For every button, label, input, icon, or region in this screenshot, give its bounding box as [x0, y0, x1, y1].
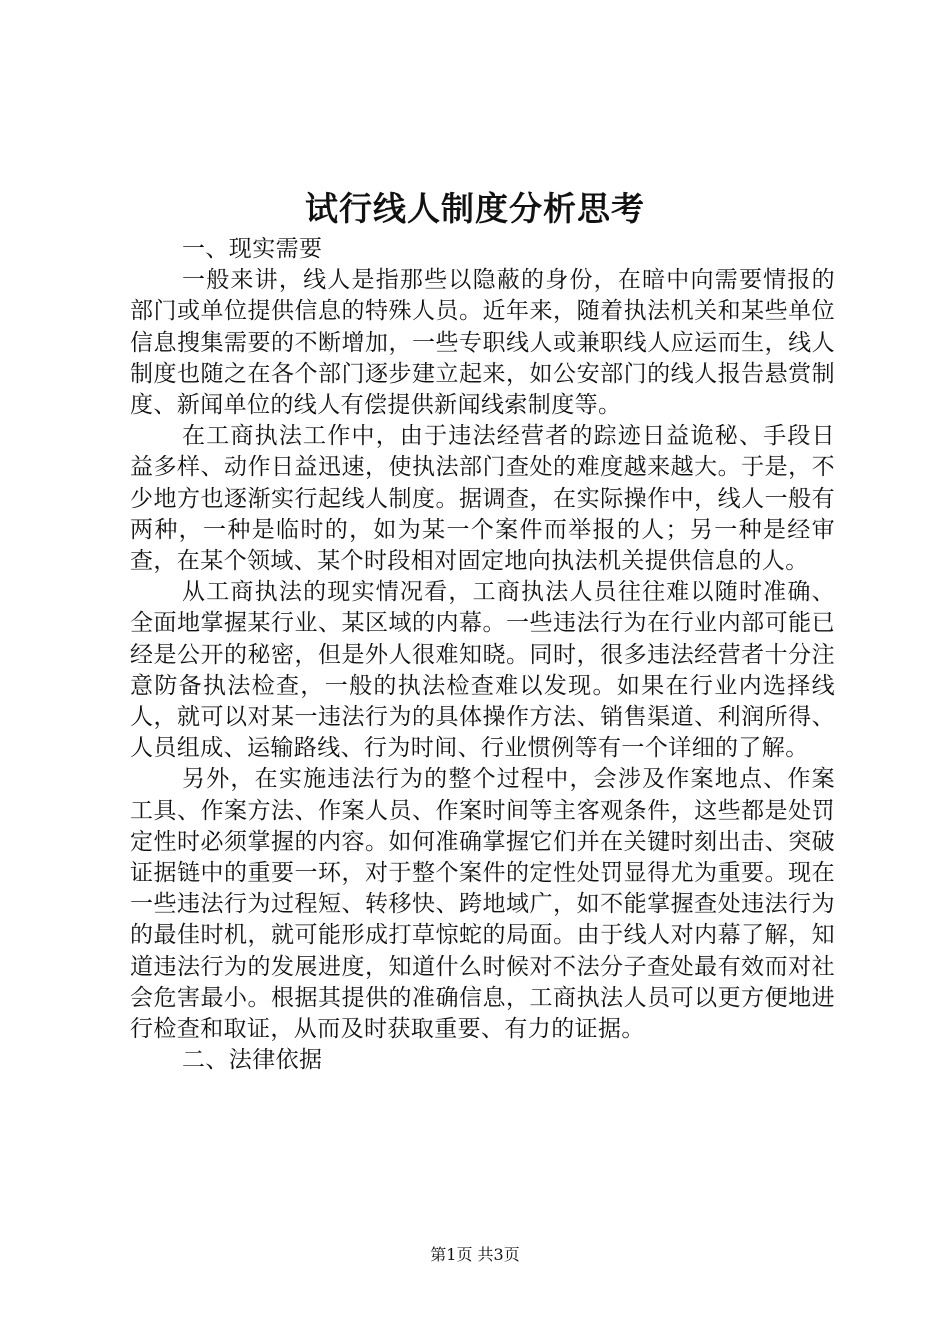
document-body — [130, 234, 835, 1076]
section-heading-2: 二、法律依据 — [182, 1047, 323, 1074]
paragraph-2: 在工商执法工作中，由于违法经营者的踪迹日益诡秘、手段日益多样、动作日益迅速，使执法部门查处的难度越来越大。于是，不少地方也逐渐实行起线人制度。据调查，在实际操作中，线人一般有两种，一种是临时的，如为某一个案件而举报的人；另一种是经审查，在某个领域、某个时段相对固定地向执法机关提供信息的人。 — [130, 423, 835, 575]
paragraph-1: 一般来讲，线人是指那些以隐蔽的身份，在暗中向需要情报的部门或单位提供信息的特殊人员。近年来，随着执法机关和某些单位信息搜集需要的不断增加，一些专职线人或兼职线人应运而生，线人制度也随之在各个部门逐步建立起来，如公安部门的线人报告悬赏制度、新闻单位的线人有偿提供新闻线索制度等。 — [130, 267, 835, 419]
document-title: 试行线人制度分析思考 — [305, 189, 645, 228]
page-number-footer: 第1页 共3页 — [430, 1245, 520, 1264]
paragraph-4: 另外，在实施违法行为的整个过程中，会涉及作案地点、作案工具、作案方法、作案人员、作案时间等主客观条件，这些都是处罚定性时必须掌握的内容。如何准确掌握它们并在关键时刻出击、突破证据链中的重要一环，对于整个案件的定性处罚显得尤为重要。现在一些违法行为过程短、转移快、跨地域广，如不能掌握查处违法行为的最佳时机，就可能形成打草惊蛇的局面。由于线人对内幕了解，知道违法行为的发展进度，知道什么时候对不法分子查处最有效而对社会危害最小。根据其提供的准确信息，工商执法人员可以更方便地进行检查和取证，从而及时获取重要、有力的证据。 — [130, 766, 835, 1043]
section-heading-1: 一、现实需要 — [182, 236, 323, 262]
paragraph-3: 从工商执法的现实情况看，工商执法人员往往难以随时准确、全面地掌握某行业、某区域的内幕。一些违法行为在行业内部可能已经是公开的秘密，但是外人很难知晓。同时，很多违法经营者十分注意防备执法检查，一般的执法检查难以发现。如果在行业内选择线人，就可以对某一违法行为的具体操作方法、销售渠道、利润所得、人员组成、运输路线、行为时间、行业惯例等有一个详细的了解。 — [130, 579, 835, 762]
